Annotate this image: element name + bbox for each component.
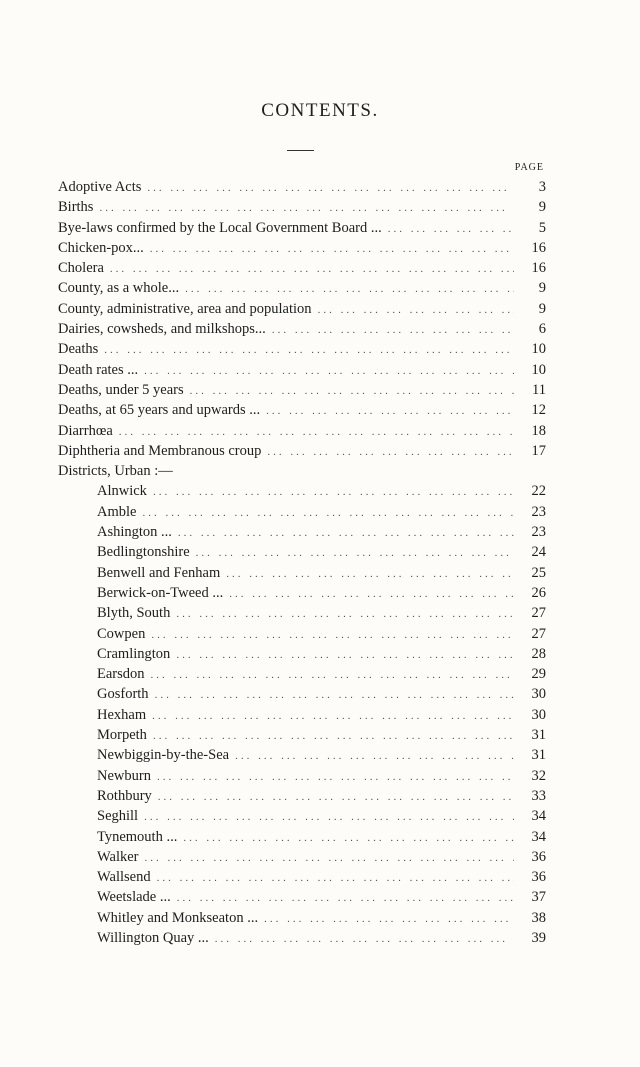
toc-page-number: 11	[532, 381, 546, 398]
toc-entry-label: Earsdon	[97, 666, 145, 683]
dot-leader	[177, 888, 514, 908]
toc-entry-label: Deaths, under 5 years	[58, 381, 184, 398]
toc-page-number: 36	[531, 848, 546, 865]
dot-leader	[152, 706, 514, 726]
toc-entry-label: Rothbury	[97, 787, 152, 804]
toc-subentry	[58, 786, 546, 806]
toc-entry	[58, 218, 546, 238]
toc-entry-label: Wallsend	[97, 869, 151, 886]
toc-entry-label: County, as a whole...	[58, 280, 180, 297]
dot-leader	[155, 685, 514, 705]
toc-subentry	[58, 522, 546, 542]
toc-entry-label: Bye-laws confirmed by the Local Government Board ...	[58, 219, 382, 236]
toc-entry	[58, 299, 546, 319]
toc-page-number: 28	[531, 645, 546, 662]
dot-leader	[104, 340, 514, 360]
dot-leader	[235, 746, 514, 766]
toc-entry-label: Newburn	[97, 767, 151, 784]
dot-leader	[215, 929, 514, 949]
toc-entry-label: Ashington ...	[97, 524, 172, 541]
toc-entry	[58, 177, 546, 197]
toc-page-number: 9	[538, 300, 546, 317]
toc-page-number: 36	[531, 869, 546, 886]
toc-entry-label: Tynemouth ...	[97, 828, 178, 845]
dot-leader	[196, 543, 514, 563]
toc-entry-label: Amble	[97, 503, 137, 520]
toc-page-number: 29	[531, 666, 546, 683]
toc-subentry	[58, 684, 546, 704]
toc-entry	[58, 421, 546, 441]
dot-leader	[388, 219, 514, 239]
toc-entry-label: Whitley and Monkseaton ...	[97, 909, 259, 926]
dot-leader	[264, 909, 514, 929]
toc-subentry	[58, 502, 546, 522]
toc-entry-label: Willington Quay ...	[97, 929, 209, 946]
dot-leader	[144, 807, 514, 827]
toc-subentry	[58, 603, 546, 623]
toc-page-number: 23	[531, 524, 546, 541]
toc-subentry	[58, 583, 546, 603]
toc-page-number: 5	[538, 219, 546, 236]
toc-subentry	[58, 705, 546, 725]
dot-leader	[110, 259, 514, 279]
dot-leader	[99, 198, 514, 218]
toc-page-number: 38	[531, 909, 546, 926]
dot-leader	[178, 523, 514, 543]
toc-subentry	[58, 644, 546, 664]
toc-entry	[58, 339, 546, 359]
toc-page-number: 9	[538, 199, 546, 216]
toc-entry-label: Deaths, at 65 years and upwards ...	[58, 402, 261, 419]
toc-entry-label: Berwick-on-Tweed ...	[97, 584, 224, 601]
dot-leader	[267, 442, 514, 462]
dot-leader	[158, 787, 514, 807]
toc-entry-label: Deaths	[58, 341, 99, 358]
toc-entry	[58, 360, 546, 380]
toc-entry-label: Births	[58, 199, 94, 216]
toc-subentry	[58, 664, 546, 684]
toc-subentry	[58, 806, 546, 826]
toc-page-number: 12	[531, 402, 546, 419]
toc-subentry	[58, 563, 546, 583]
toc-subentry	[58, 908, 546, 928]
toc-entry-label: Diphtheria and Membranous croup	[58, 442, 262, 459]
dot-leader	[176, 645, 514, 665]
dot-leader	[150, 239, 514, 259]
dot-leader	[266, 401, 514, 421]
title-divider	[287, 150, 314, 151]
toc-entry-label: Cowpen	[97, 625, 146, 642]
toc-page-number: 3	[538, 179, 546, 195]
dot-leader	[157, 767, 514, 787]
toc-subentry	[58, 624, 546, 644]
toc-subentry	[58, 827, 546, 847]
dot-leader	[176, 604, 514, 624]
page-column-header: PAGE	[514, 162, 544, 173]
toc-subentry	[58, 887, 546, 907]
toc-entry-label: Morpeth	[97, 727, 147, 744]
dot-leader	[142, 503, 514, 523]
dot-leader	[185, 279, 514, 299]
toc-entry-label: Hexham	[97, 706, 147, 723]
toc-page-number: 27	[531, 625, 546, 642]
toc-page-number: 16	[531, 239, 546, 256]
toc-entry-label: Weetslade ...	[97, 889, 171, 906]
toc-entry	[58, 400, 546, 420]
dot-leader	[190, 381, 514, 401]
toc-page-number: 26	[531, 584, 546, 601]
toc-subentry	[58, 542, 546, 562]
toc-entry-label: Seghill	[97, 808, 139, 825]
toc-subentry	[58, 745, 546, 765]
toc-subentry	[58, 725, 546, 745]
toc-page-number: 16	[531, 260, 546, 277]
toc-page-number: 30	[531, 706, 546, 723]
toc-entry-label: County, administrative, area and population	[58, 300, 312, 317]
toc-entry-label: Adoptive Acts	[58, 179, 142, 195]
toc-page-number: 32	[531, 767, 546, 784]
toc-entry	[58, 258, 546, 278]
toc-entry-label: Dairies, cowsheds, and milkshops...	[58, 321, 266, 338]
dot-leader	[153, 482, 514, 502]
dot-leader	[157, 868, 514, 888]
toc-page-number: 10	[531, 361, 546, 378]
toc-entry	[58, 197, 546, 217]
toc-entry	[58, 319, 546, 339]
toc-subentry	[58, 481, 546, 501]
toc-entry	[58, 278, 546, 298]
toc-entry-label: Death rates ...	[58, 361, 139, 378]
toc-page-number: 37	[531, 889, 546, 906]
toc-subentry	[58, 847, 546, 867]
dot-leader	[272, 320, 514, 340]
dot-leader	[183, 828, 514, 848]
toc-entry-label: Districts, Urban :—	[58, 463, 173, 480]
toc-entry-label: Chicken-pox...	[58, 239, 144, 256]
toc-entry	[58, 380, 546, 400]
toc-page-number: 9	[538, 280, 546, 297]
toc-page-number: 34	[531, 828, 546, 845]
toc-subentry	[58, 867, 546, 887]
toc-entry-label: Cramlington	[97, 645, 171, 662]
dot-leader	[318, 300, 514, 320]
dot-leader	[226, 564, 514, 584]
dot-leader	[151, 665, 514, 685]
toc-entry-label: Blyth, South	[97, 605, 171, 622]
dot-leader	[144, 361, 514, 381]
toc-page-number: 18	[531, 422, 546, 439]
dot-leader	[151, 625, 514, 645]
toc-subentry	[58, 766, 546, 786]
dot-leader	[153, 726, 514, 746]
toc-page-number: 23	[531, 503, 546, 520]
toc-page-number: 34	[531, 808, 546, 825]
toc-entry-label: Walker	[97, 848, 139, 865]
toc-entry	[58, 238, 546, 258]
toc-page-number: 31	[531, 747, 546, 764]
toc-page-number: 27	[531, 605, 546, 622]
toc-entry-label: Newbiggin-by-the-Sea	[97, 747, 230, 764]
toc-page-number: 30	[531, 686, 546, 703]
toc-page-number: 6	[538, 321, 546, 338]
toc-entry-label: Alnwick	[97, 483, 147, 500]
toc-page-number: 25	[531, 564, 546, 581]
toc-entry	[58, 441, 546, 461]
page-title: CONTENTS.	[261, 100, 379, 121]
dot-leader	[229, 584, 514, 604]
toc-page-number: 22	[531, 483, 546, 500]
table-of-contents	[58, 177, 546, 948]
toc-page-number: 17	[531, 442, 546, 459]
dot-leader	[147, 178, 514, 198]
toc-entry-label: Benwell and Fenham	[97, 564, 221, 581]
toc-entry-label: Bedlingtonshire	[97, 544, 190, 561]
dot-leader	[119, 422, 514, 442]
toc-page-number: 24	[531, 544, 546, 561]
toc-entry-label: Gosforth	[97, 686, 149, 703]
toc-entry-label: Cholera	[58, 260, 104, 277]
toc-page-number: 31	[531, 727, 546, 744]
toc-entry-label: Diarrhœa	[58, 422, 113, 439]
toc-entry	[58, 461, 546, 481]
toc-subentry	[58, 928, 546, 948]
toc-page-number: 10	[531, 341, 546, 358]
toc-page-number: 39	[531, 929, 546, 946]
dot-leader	[145, 848, 514, 868]
toc-page-number: 33	[531, 787, 546, 804]
